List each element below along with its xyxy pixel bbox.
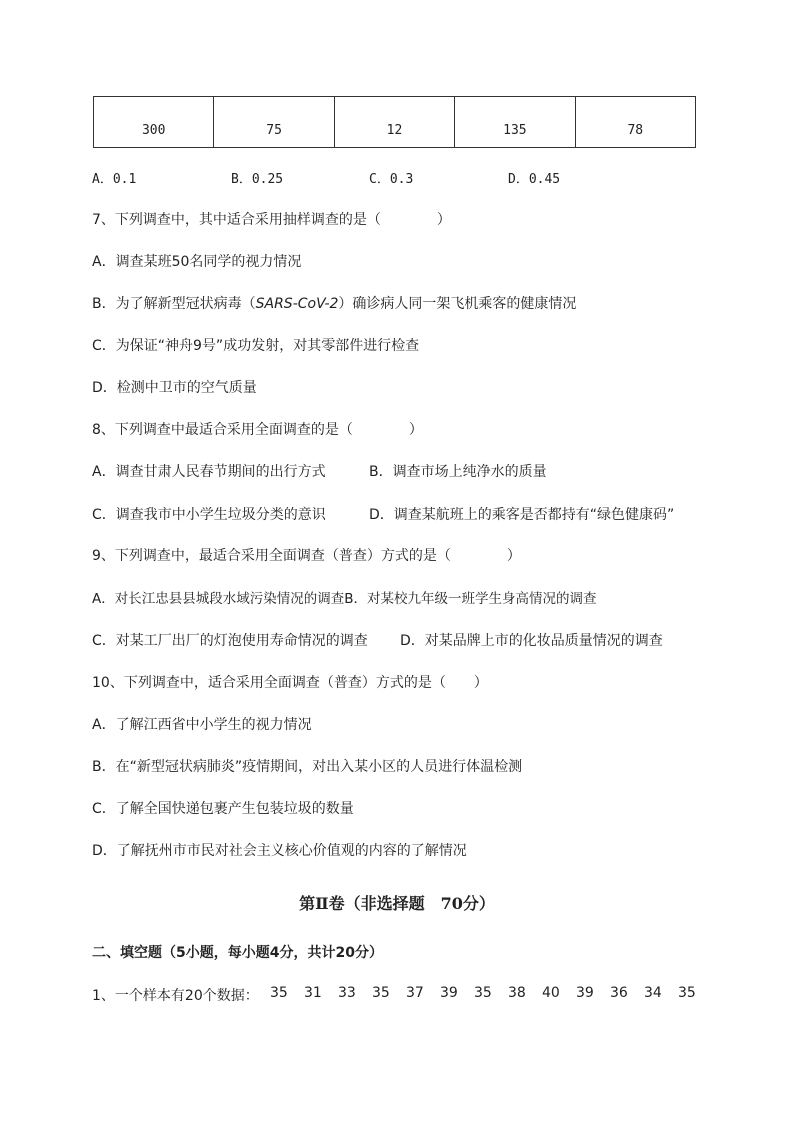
- data-value: 37: [406, 985, 424, 1001]
- section-title: 第Ⅱ卷（非选择题 70分）: [299, 894, 495, 913]
- q10-option-b: B．在“新型冠状病肺炎”疫情期间，对出入某小区的人员进行体温检测: [92, 759, 523, 775]
- q7-stem: 7、下列调查中，其中适合采用抽样调查的是（ ）: [92, 212, 451, 228]
- q9-option-ab: A．对长江忠县县城段水域污染情况的调查B．对某校九年级一班学生身高情况的调查: [92, 591, 597, 607]
- q8-option-c: C．调查我市中小学生垃圾分类的意识: [92, 507, 326, 523]
- data-value: 38: [508, 985, 526, 1001]
- data-value: 31: [304, 985, 322, 1001]
- q8-option-b: B．调查市场上纯净水的质量: [369, 464, 547, 480]
- table-cell: 300: [94, 97, 214, 148]
- frequency-table: [93, 96, 696, 148]
- q9-option-c: C．对某工厂出厂的灯泡使用寿命情况的调查: [92, 633, 368, 649]
- table-cell: 75: [214, 97, 334, 148]
- data-value: 35: [372, 985, 390, 1001]
- q7-option-b-post: ）确诊病人同一架飞机乘客的健康情况: [338, 296, 577, 312]
- q8-option-d: D．调查某航班上的乘客是否都持有“绿色健康码”: [369, 507, 675, 523]
- q10-stem: 10、下列调查中，适合采用全面调查（普查）方式的是（ ）: [92, 675, 488, 691]
- q6-option-a: A．0.1: [92, 172, 137, 187]
- data-value: 35: [270, 985, 288, 1001]
- q6-option-c: C．0.3: [369, 172, 414, 187]
- q8-option-a: A．调查甘肃人民春节期间的出行方式: [92, 464, 326, 480]
- data-value: 33: [338, 985, 356, 1001]
- section-subtitle: 二、填空题（5小题，每小题4分，共计20分）: [92, 945, 383, 961]
- q7-option-a: A．调查某班50名同学的视力情况: [92, 254, 302, 270]
- q9-stem: 9、下列调查中，最适合采用全面调查（普查）方式的是（ ）: [92, 548, 521, 564]
- q6-option-b: B．0.25: [231, 172, 284, 187]
- q7-option-d: D．检测中卫市的空气质量: [92, 380, 257, 396]
- fill1-data: [270, 985, 698, 1001]
- q9-option-d: D．对某品牌上市的化妆品质量情况的调查: [400, 633, 663, 649]
- fill1-prefix: 1、一个样本有20个数据：: [92, 988, 259, 1004]
- data-value: 35: [474, 985, 492, 1001]
- data-value: 35: [678, 985, 696, 1001]
- q6-option-d: D．0.45: [508, 172, 561, 187]
- q7-virus-name: SARS-CoV-2: [255, 296, 339, 312]
- q10-option-c: C．了解全国快递包裹产生包装垃圾的数量: [92, 801, 354, 817]
- table-cell: 78: [575, 97, 695, 148]
- table-cell: 12: [334, 97, 454, 148]
- table-cell: 135: [455, 97, 575, 148]
- q8-stem: 8、下列调查中最适合采用全面调查的是（ ）: [92, 422, 423, 438]
- data-value: 40: [542, 985, 560, 1001]
- data-value: 34: [644, 985, 662, 1001]
- data-value: 39: [576, 985, 594, 1001]
- data-value: 39: [440, 985, 458, 1001]
- data-value: 36: [610, 985, 628, 1001]
- q7-option-c: C．为保证“神舟9号”成功发射，对其零部件进行检查: [92, 338, 420, 354]
- q7-option-b: [92, 295, 576, 313]
- q7-option-b-pre: B．为了解新型冠状病毒（: [92, 296, 256, 312]
- q10-option-a: A．了解江西省中小学生的视力情况: [92, 717, 312, 733]
- q10-option-d: D．了解抚州市市民对社会主义核心价值观的内容的了解情况: [92, 843, 467, 859]
